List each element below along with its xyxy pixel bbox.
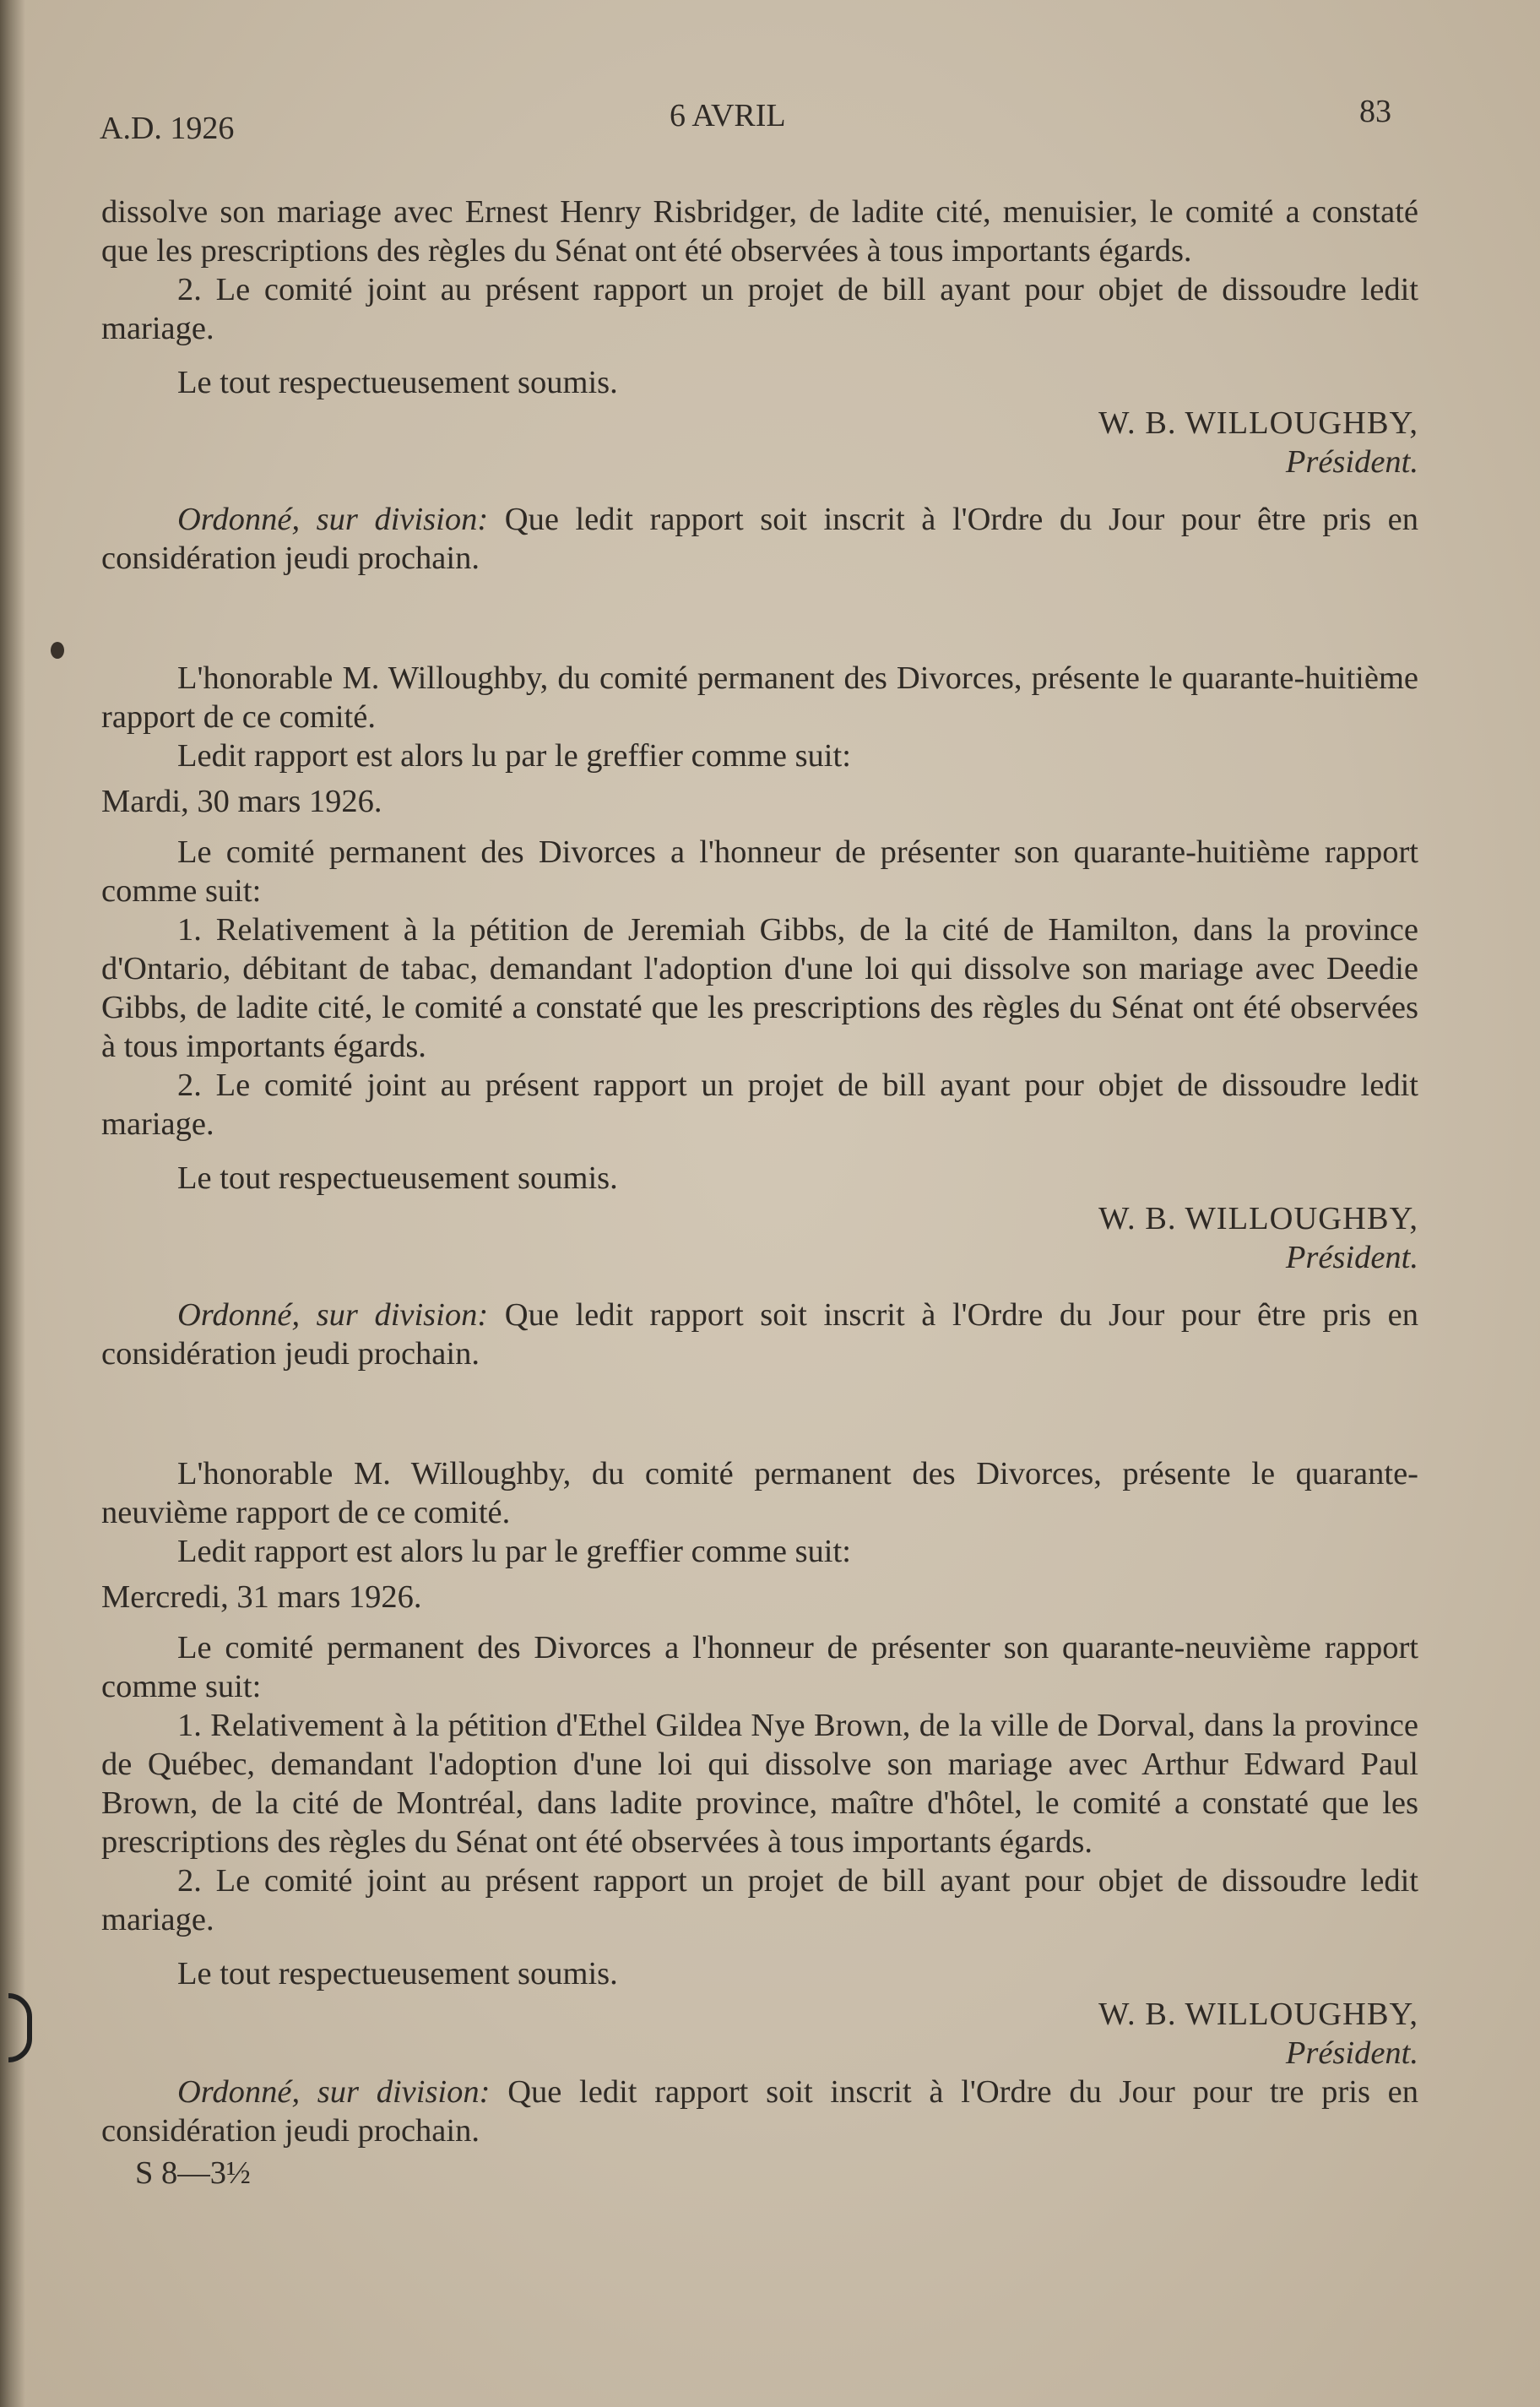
signature-name: W. B. WILLOUGHBY,: [1098, 1201, 1418, 1236]
signature-title: Président.: [1285, 444, 1418, 480]
report-2: [101, 659, 1418, 1373]
order-lead: Ordonné, sur division:: [177, 502, 489, 537]
signature-title: Président.: [1285, 1240, 1418, 1275]
report-2-closing: Le tout respectueusement soumis.: [177, 1160, 618, 1196]
report-1: [101, 193, 1418, 578]
report-2-intro: L'honorable M. Willoughby, du comité permanent des Divorces, présente le quarante-huitième rapport de ce comité.: [101, 660, 1418, 735]
report-2-lead: Le comité permanent des Divorces a l'honneur de présenter son quarante-huitième rapport comme suit:: [101, 834, 1418, 909]
signature-title: Président.: [1285, 2035, 1418, 2071]
report-3-signature: [101, 1995, 1418, 2073]
report-2-point-1: 1. Relativement à la pétition de Jeremiah Gibbs, de la cité de Hamilton, dans la province d'Ontario, débitant de tabac, demandant l'adoption d'une loi qui dissolve son mariage avec Deedie Gibbs, de ladite cité, le comité a constaté que les prescriptions des règles du Sénat ont été observées à tous importants égards.: [101, 912, 1418, 1064]
report-2-date: Mardi, 30 mars 1926.: [101, 784, 382, 819]
page-header: [100, 93, 1391, 144]
report-2-order: [101, 1296, 1418, 1373]
report-3-date: Mercredi, 31 mars 1926.: [101, 1579, 422, 1615]
report-1-closing: Le tout respectueusement soumis.: [177, 365, 618, 400]
report-3-point-1: 1. Relativement à la pétition d'Ethel Gildea Nye Brown, de la ville de Dorval, dans la province de Québec, demandant l'adoption d'une loi qui dissolve son mariage avec Arthur Edward Paul Brown, de la cité de Montréal, dans ladite province, maître d'hôtel, le comité a constaté que les prescriptions des règles du Sénat ont été observées à tous importants égards.: [101, 1708, 1418, 1860]
order-lead: Ordonné, sur division:: [177, 1297, 489, 1333]
signature-name: W. B. WILLOUGHBY,: [1098, 405, 1418, 441]
header-date: 6 AVRIL: [670, 98, 786, 133]
page-body: [101, 193, 1418, 2192]
order-text: Que ledit rapport soit inscrit à l'Ordre du Jour pour être pris en considération jeudi prochain.: [101, 1297, 1418, 1372]
report-3-order: [101, 2073, 1418, 2150]
report-1-point-2: 2. Le comité joint au présent rapport un projet de bill ayant pour objet de dissoudre ledit mariage.: [101, 272, 1418, 346]
header-year: A.D. 1926: [100, 111, 235, 146]
report-3-closing: Le tout respectueusement soumis.: [177, 1956, 618, 1991]
binder-clip: [8, 1993, 32, 2062]
report-3-read: Ledit rapport est alors lu par le greffier comme suit:: [177, 1534, 851, 1569]
report-1-signature: [101, 404, 1418, 481]
report-1-continuation: dissolve son mariage avec Ernest Henry Risbridger, de ladite cité, menuisier, le comité a constaté que les prescriptions des règles du Sénat ont été observées à tous importants égards.: [101, 194, 1418, 269]
signature-name: W. B. WILLOUGHBY,: [1098, 1997, 1418, 2032]
punch-hole: [51, 642, 64, 659]
page-footer: S 8—3½: [135, 2155, 251, 2191]
order-text: Que ledit rapport soit inscrit à l'Ordre du Jour pour être pris en considération jeudi prochain.: [101, 502, 1418, 576]
order-text: Que ledit rapport soit inscrit à l'Ordre du Jour pour tre pris en considération jeudi prochain.: [101, 2074, 1418, 2149]
report-2-signature: [101, 1199, 1418, 1277]
report-2-point-2: 2. Le comité joint au présent rapport un projet de bill ayant pour objet de dissoudre ledit mariage.: [101, 1068, 1418, 1142]
report-3: [101, 1454, 1418, 2150]
report-3-point-2: 2. Le comité joint au présent rapport un projet de bill ayant pour objet de dissoudre ledit mariage.: [101, 1863, 1418, 1937]
report-3-intro: L'honorable M. Willoughby, du comité permanent des Divorces, présente le quarante-neuvième rapport de ce comité.: [101, 1456, 1418, 1530]
report-2-read: Ledit rapport est alors lu par le greffier comme suit:: [177, 738, 851, 774]
page-number: 83: [1359, 94, 1391, 129]
report-3-lead: Le comité permanent des Divorces a l'honneur de présenter son quarante-neuvième rapport comme suit:: [101, 1630, 1418, 1704]
report-1-order: [101, 500, 1418, 578]
order-lead: Ordonné, sur division:: [177, 2074, 491, 2110]
